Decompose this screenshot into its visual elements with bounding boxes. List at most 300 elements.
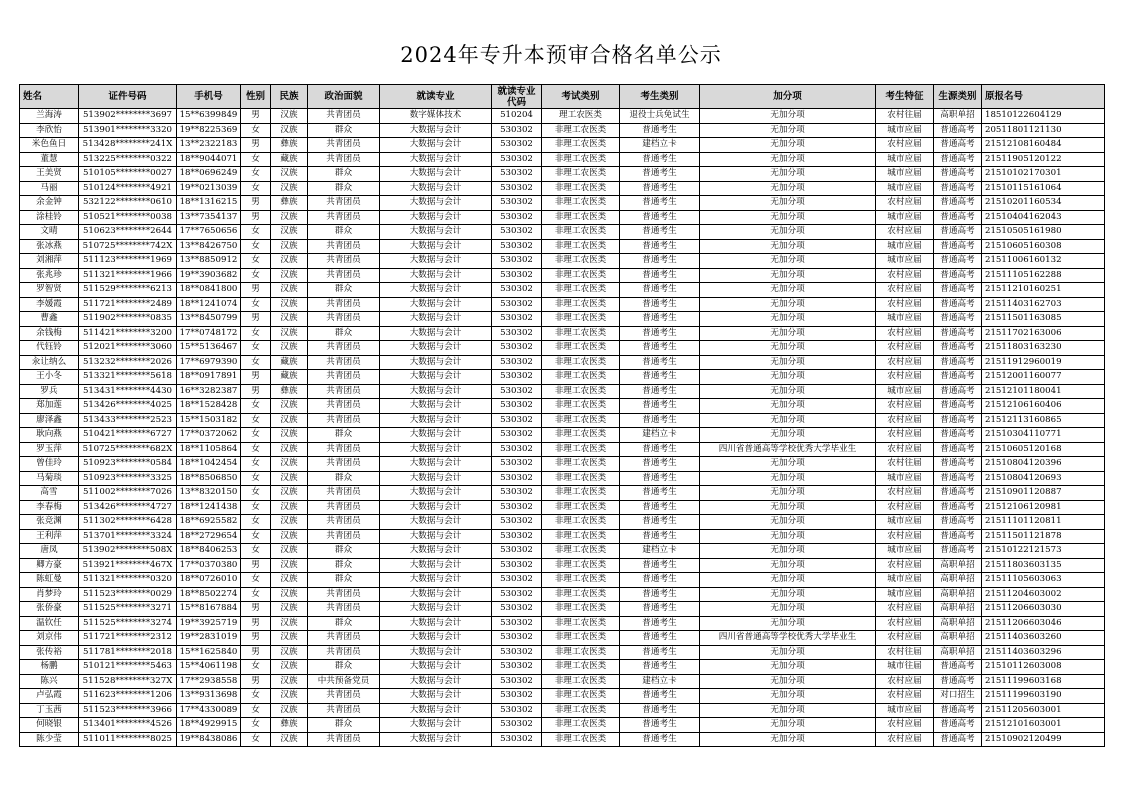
col-political-status-cell: 共青团员 xyxy=(308,341,380,356)
col-student-category-cell: 普通考生 xyxy=(620,573,700,588)
col-source-category-cell: 普通高考 xyxy=(934,138,982,153)
col-student-feature-cell: 农村应届 xyxy=(876,558,934,573)
col-political-status-cell: 共青团员 xyxy=(308,631,380,646)
col-major-code-cell: 530302 xyxy=(492,181,542,196)
col-id-number-cell: 513433********2523 xyxy=(79,413,177,428)
col-major-cell: 大数据与会计 xyxy=(380,239,492,254)
col-major-code-cell: 530302 xyxy=(492,123,542,138)
col-id-number-cell: 513426********4025 xyxy=(79,399,177,414)
col-major-code-cell: 530302 xyxy=(492,413,542,428)
col-student-category-cell: 普通考生 xyxy=(620,732,700,747)
table-row xyxy=(20,355,1105,370)
col-ethnicity-cell: 汉族 xyxy=(271,689,308,704)
col-ethnicity-cell: 彝族 xyxy=(271,196,308,211)
col-name-cell: 曹鑫 xyxy=(20,312,79,327)
col-exam-category-cell: 非理工农医类 xyxy=(542,616,620,631)
header-row xyxy=(20,85,1105,109)
col-name-cell: 卿方豪 xyxy=(20,558,79,573)
col-source-category-cell: 普通高考 xyxy=(934,181,982,196)
col-phone-cell: 19**3903682 xyxy=(177,268,241,283)
col-phone-cell: 17**4330089 xyxy=(177,703,241,718)
col-bonus-cell: 无加分项 xyxy=(700,413,876,428)
col-id-number-cell: 532122********0610 xyxy=(79,196,177,211)
col-ethnicity-cell: 汉族 xyxy=(271,558,308,573)
col-ethnicity-cell: 汉族 xyxy=(271,297,308,312)
table-row xyxy=(20,312,1105,327)
col-gender-cell: 女 xyxy=(241,471,271,486)
col-id-number-cell: 511321********0320 xyxy=(79,573,177,588)
col-major-code-cell: 530302 xyxy=(492,384,542,399)
col-student-feature-cell: 城市应届 xyxy=(876,573,934,588)
table-row xyxy=(20,254,1105,269)
col-source-category-cell: 普通高考 xyxy=(934,413,982,428)
col-political-status-cell: 共青团员 xyxy=(308,515,380,530)
col-phone-cell: 16**3282387 xyxy=(177,384,241,399)
col-major-code-cell: 530302 xyxy=(492,515,542,530)
col-student-feature-cell: 农村应届 xyxy=(876,602,934,617)
col-name-cell: 马菊琰 xyxy=(20,471,79,486)
col-phone-cell: 18**0917891 xyxy=(177,370,241,385)
col-student-category-cell: 普通考生 xyxy=(620,239,700,254)
col-registration-no-cell: 21511803603135 xyxy=(982,558,1105,573)
col-major-code-cell: 530302 xyxy=(492,529,542,544)
col-student-category-cell: 建档立卡 xyxy=(620,674,700,689)
col-major-cell: 大数据与会计 xyxy=(380,210,492,225)
col-name-cell: 何晓银 xyxy=(20,718,79,733)
col-gender-cell: 女 xyxy=(241,413,271,428)
col-gender-cell: 男 xyxy=(241,674,271,689)
col-major-code-cell: 530302 xyxy=(492,370,542,385)
col-major-cell: 大数据与会计 xyxy=(380,196,492,211)
col-student-category-cell: 普通考生 xyxy=(620,587,700,602)
col-source-category-cell: 普通高考 xyxy=(934,471,982,486)
col-bonus-cell: 无加分项 xyxy=(700,196,876,211)
col-major-code-cell: 530302 xyxy=(492,297,542,312)
col-student-feature-cell: 城市应届 xyxy=(876,181,934,196)
table-row xyxy=(20,210,1105,225)
col-registration-no-cell: 21511803163230 xyxy=(982,341,1105,356)
col-id-number-cell: 511721********2312 xyxy=(79,631,177,646)
col-bonus-cell: 无加分项 xyxy=(700,689,876,704)
col-gender-cell: 男 xyxy=(241,616,271,631)
col-student-feature-cell: 农村应届 xyxy=(876,399,934,414)
col-ethnicity-cell: 汉族 xyxy=(271,515,308,530)
table-row xyxy=(20,558,1105,573)
col-student-feature-cell: 农村往届 xyxy=(876,457,934,472)
col-exam-category-cell: 非理工农医类 xyxy=(542,529,620,544)
col-id-number-cell: 513902********3697 xyxy=(79,109,177,124)
col-name-cell: 董慧 xyxy=(20,152,79,167)
col-name-cell: 卢弘霞 xyxy=(20,689,79,704)
col-source-category-cell: 高职单招 xyxy=(934,109,982,124)
col-exam-category-cell: 非理工农医类 xyxy=(542,587,620,602)
col-name-cell: 刘湘萍 xyxy=(20,254,79,269)
table-row xyxy=(20,631,1105,646)
col-major-cell: 大数据与会计 xyxy=(380,703,492,718)
col-id-number-cell: 510923********3325 xyxy=(79,471,177,486)
col-id-number-cell: 511902********0835 xyxy=(79,312,177,327)
col-gender-cell: 女 xyxy=(241,428,271,443)
col-major-cell: 大数据与会计 xyxy=(380,544,492,559)
col-political-status-cell: 群众 xyxy=(308,326,380,341)
col-gender-header: 性别 xyxy=(241,85,271,109)
col-political-status-cell: 共青团员 xyxy=(308,254,380,269)
col-phone-cell: 19**8225369 xyxy=(177,123,241,138)
col-student-feature-cell: 农村应届 xyxy=(876,370,934,385)
col-gender-cell: 男 xyxy=(241,312,271,327)
col-major-cell: 大数据与会计 xyxy=(380,370,492,385)
col-student-category-cell: 退役士兵免试生 xyxy=(620,109,700,124)
col-student-category-cell: 建档立卡 xyxy=(620,428,700,443)
col-political-status-cell: 共青团员 xyxy=(308,732,380,747)
col-student-category-cell: 普通考生 xyxy=(620,181,700,196)
col-ethnicity-cell: 汉族 xyxy=(271,544,308,559)
col-major-cell: 大数据与会计 xyxy=(380,152,492,167)
table-row xyxy=(20,602,1105,617)
col-student-feature-cell: 城市应届 xyxy=(876,703,934,718)
col-name-cell: 汆让纳么 xyxy=(20,355,79,370)
col-phone-cell: 18**1528428 xyxy=(177,399,241,414)
col-student-category-cell: 普通考生 xyxy=(620,631,700,646)
col-phone-cell: 17**0372062 xyxy=(177,428,241,443)
col-major-code-cell: 530302 xyxy=(492,500,542,515)
col-major-code-cell: 530302 xyxy=(492,442,542,457)
col-major-code-cell: 530302 xyxy=(492,544,542,559)
col-id-number-cell: 511523********0029 xyxy=(79,587,177,602)
col-major-code-cell: 530302 xyxy=(492,457,542,472)
col-source-category-cell: 普通高考 xyxy=(934,457,982,472)
col-gender-cell: 女 xyxy=(241,660,271,675)
col-exam-category-cell: 非理工农医类 xyxy=(542,515,620,530)
col-source-category-header: 生源类别 xyxy=(934,85,982,109)
table-row xyxy=(20,660,1105,675)
col-student-category-cell: 普通考生 xyxy=(620,616,700,631)
col-ethnicity-cell: 汉族 xyxy=(271,283,308,298)
col-student-category-cell: 普通考生 xyxy=(620,457,700,472)
col-gender-cell: 女 xyxy=(241,326,271,341)
col-source-category-cell: 高职单招 xyxy=(934,631,982,646)
col-name-cell: 涂桂铃 xyxy=(20,210,79,225)
col-bonus-cell: 无加分项 xyxy=(700,486,876,501)
col-name-cell: 张侨豪 xyxy=(20,602,79,617)
col-gender-cell: 男 xyxy=(241,109,271,124)
col-registration-no-cell: 21511205603001 xyxy=(982,703,1105,718)
col-source-category-cell: 普通高考 xyxy=(934,123,982,138)
col-major-cell: 大数据与会计 xyxy=(380,587,492,602)
col-major-cell: 大数据与会计 xyxy=(380,573,492,588)
col-id-number-cell: 511302********6428 xyxy=(79,515,177,530)
col-student-feature-cell: 城市应届 xyxy=(876,123,934,138)
col-student-category-cell: 普通考生 xyxy=(620,471,700,486)
col-name-cell: 刘京伟 xyxy=(20,631,79,646)
col-major-code-cell: 530302 xyxy=(492,703,542,718)
col-source-category-cell: 普通高考 xyxy=(934,399,982,414)
col-id-number-cell: 511525********3274 xyxy=(79,616,177,631)
col-id-number-cell: 511523********3966 xyxy=(79,703,177,718)
col-student-feature-cell: 城市应届 xyxy=(876,471,934,486)
col-registration-no-cell: 21511501121878 xyxy=(982,529,1105,544)
col-major-cell: 大数据与会计 xyxy=(380,355,492,370)
col-major-code-cell: 530302 xyxy=(492,355,542,370)
col-major-code-cell: 530302 xyxy=(492,167,542,182)
col-major-cell: 数字媒体技术 xyxy=(380,109,492,124)
col-gender-cell: 女 xyxy=(241,703,271,718)
col-exam-category-cell: 非理工农医类 xyxy=(542,399,620,414)
table-row xyxy=(20,196,1105,211)
col-bonus-cell: 无加分项 xyxy=(700,399,876,414)
table-row xyxy=(20,326,1105,341)
col-registration-no-header: 原报名号 xyxy=(982,85,1105,109)
col-registration-no-cell: 21511702163006 xyxy=(982,326,1105,341)
col-id-number-cell: 510725********682X xyxy=(79,442,177,457)
col-bonus-cell: 无加分项 xyxy=(700,544,876,559)
col-registration-no-cell: 21510804120396 xyxy=(982,457,1105,472)
table-row xyxy=(20,413,1105,428)
col-name-cell: 杨鹏 xyxy=(20,660,79,675)
col-ethnicity-cell: 汉族 xyxy=(271,631,308,646)
col-phone-cell: 18**8506850 xyxy=(177,471,241,486)
col-source-category-cell: 普通高考 xyxy=(934,660,982,675)
col-bonus-cell: 无加分项 xyxy=(700,573,876,588)
col-student-category-cell: 普通考生 xyxy=(620,660,700,675)
col-ethnicity-header: 民族 xyxy=(271,85,308,109)
col-student-category-cell: 普通考生 xyxy=(620,312,700,327)
col-major-code-cell: 530302 xyxy=(492,660,542,675)
col-student-category-cell: 建档立卡 xyxy=(620,138,700,153)
col-exam-category-cell: 非理工农医类 xyxy=(542,297,620,312)
col-gender-cell: 女 xyxy=(241,297,271,312)
col-bonus-cell: 无加分项 xyxy=(700,558,876,573)
col-gender-cell: 男 xyxy=(241,196,271,211)
col-registration-no-cell: 21510112603008 xyxy=(982,660,1105,675)
col-phone-cell: 15**1625840 xyxy=(177,645,241,660)
col-ethnicity-cell: 藏族 xyxy=(271,370,308,385)
col-ethnicity-cell: 汉族 xyxy=(271,616,308,631)
col-name-cell: 耿向燕 xyxy=(20,428,79,443)
col-registration-no-cell: 21511105603063 xyxy=(982,573,1105,588)
col-gender-cell: 男 xyxy=(241,631,271,646)
col-registration-no-cell: 21511905120122 xyxy=(982,152,1105,167)
col-registration-no-cell: 21511206603030 xyxy=(982,602,1105,617)
col-major-cell: 大数据与会计 xyxy=(380,471,492,486)
col-id-number-cell: 513225********0322 xyxy=(79,152,177,167)
col-id-number-cell: 510121********5463 xyxy=(79,660,177,675)
col-major-code-cell: 530302 xyxy=(492,616,542,631)
col-bonus-cell: 无加分项 xyxy=(700,500,876,515)
col-source-category-cell: 普通高考 xyxy=(934,732,982,747)
col-political-status-cell: 共青团员 xyxy=(308,138,380,153)
col-major-code-cell: 530302 xyxy=(492,689,542,704)
col-exam-category-cell: 非理工农医类 xyxy=(542,152,620,167)
col-registration-no-cell: 21511912960019 xyxy=(982,355,1105,370)
col-ethnicity-cell: 彝族 xyxy=(271,138,308,153)
col-registration-no-cell: 21511403603260 xyxy=(982,631,1105,646)
col-major-code-cell: 530302 xyxy=(492,573,542,588)
col-exam-category-cell: 非理工农医类 xyxy=(542,225,620,240)
col-student-feature-cell: 农村往届 xyxy=(876,645,934,660)
col-id-number-cell: 513701********3324 xyxy=(79,529,177,544)
col-major-code-header: 就读专业代码 xyxy=(492,85,542,109)
col-student-feature-cell: 农村应届 xyxy=(876,428,934,443)
col-exam-category-cell: 非理工农医类 xyxy=(542,674,620,689)
col-name-cell: 米色鱼日 xyxy=(20,138,79,153)
col-ethnicity-cell: 汉族 xyxy=(271,239,308,254)
col-id-number-cell: 511123********1969 xyxy=(79,254,177,269)
col-gender-cell: 女 xyxy=(241,152,271,167)
col-major-code-cell: 530302 xyxy=(492,254,542,269)
col-ethnicity-cell: 汉族 xyxy=(271,268,308,283)
col-student-feature-cell: 城市应届 xyxy=(876,515,934,530)
col-political-status-cell: 群众 xyxy=(308,558,380,573)
col-student-category-cell: 普通考生 xyxy=(620,645,700,660)
table-row xyxy=(20,283,1105,298)
col-source-category-cell: 普通高考 xyxy=(934,718,982,733)
col-major-code-cell: 530302 xyxy=(492,428,542,443)
col-student-feature-cell: 城市应届 xyxy=(876,587,934,602)
col-exam-category-cell: 非理工农医类 xyxy=(542,239,620,254)
col-student-category-cell: 普通考生 xyxy=(620,254,700,269)
col-student-category-cell: 普通考生 xyxy=(620,152,700,167)
col-major-cell: 大数据与会计 xyxy=(380,689,492,704)
col-name-cell: 余金钟 xyxy=(20,196,79,211)
col-id-number-cell: 513401********4526 xyxy=(79,718,177,733)
table-row xyxy=(20,399,1105,414)
col-bonus-cell: 四川省普通高等学校优秀大学毕业生 xyxy=(700,631,876,646)
col-ethnicity-cell: 汉族 xyxy=(271,181,308,196)
col-political-status-cell: 共青团员 xyxy=(308,210,380,225)
col-major-cell: 大数据与会计 xyxy=(380,674,492,689)
col-gender-cell: 女 xyxy=(241,587,271,602)
col-exam-category-cell: 非理工农医类 xyxy=(542,413,620,428)
col-source-category-cell: 普通高考 xyxy=(934,370,982,385)
col-phone-cell: 18**1316215 xyxy=(177,196,241,211)
col-ethnicity-cell: 汉族 xyxy=(271,660,308,675)
col-phone-cell: 18**6925582 xyxy=(177,515,241,530)
col-gender-cell: 男 xyxy=(241,558,271,573)
col-bonus-cell: 无加分项 xyxy=(700,602,876,617)
col-student-feature-cell: 农村应届 xyxy=(876,225,934,240)
col-student-category-cell: 普通考生 xyxy=(620,689,700,704)
col-political-status-cell: 共青团员 xyxy=(308,196,380,211)
col-ethnicity-cell: 汉族 xyxy=(271,312,308,327)
col-registration-no-cell: 21510102170301 xyxy=(982,167,1105,182)
col-student-category-cell: 普通考生 xyxy=(620,123,700,138)
col-id-number-cell: 511002********7026 xyxy=(79,486,177,501)
col-student-category-cell: 普通考生 xyxy=(620,384,700,399)
col-student-feature-cell: 农村应届 xyxy=(876,486,934,501)
col-registration-no-cell: 21510605160308 xyxy=(982,239,1105,254)
col-id-number-cell: 511623********1206 xyxy=(79,689,177,704)
table-header xyxy=(20,85,1105,109)
table-row xyxy=(20,616,1105,631)
col-political-status-cell: 共青团员 xyxy=(308,587,380,602)
col-registration-no-cell: 18510122604129 xyxy=(982,109,1105,124)
col-name-cell: 温钦任 xyxy=(20,616,79,631)
col-major-cell: 大数据与会计 xyxy=(380,732,492,747)
col-name-cell: 郑加莲 xyxy=(20,399,79,414)
col-registration-no-cell: 21510505161980 xyxy=(982,225,1105,240)
col-political-status-cell: 共青团员 xyxy=(308,370,380,385)
col-name-cell: 张冰燕 xyxy=(20,239,79,254)
col-phone-cell: 18**0841800 xyxy=(177,283,241,298)
col-student-feature-cell: 城市应届 xyxy=(876,210,934,225)
table-row xyxy=(20,718,1105,733)
col-major-header: 就读专业 xyxy=(380,85,492,109)
table-row xyxy=(20,471,1105,486)
col-major-cell: 大数据与会计 xyxy=(380,442,492,457)
col-phone-cell: 15**1503182 xyxy=(177,413,241,428)
col-political-status-cell: 共青团员 xyxy=(308,486,380,501)
col-political-status-cell: 共青团员 xyxy=(308,399,380,414)
col-political-status-cell: 群众 xyxy=(308,616,380,631)
col-exam-category-cell: 非理工农医类 xyxy=(542,326,620,341)
table-row xyxy=(20,689,1105,704)
col-registration-no-cell: 21512001160077 xyxy=(982,370,1105,385)
col-political-status-header: 政治面貌 xyxy=(308,85,380,109)
col-id-number-cell: 513428********241X xyxy=(79,138,177,153)
col-registration-no-cell: 21511199603190 xyxy=(982,689,1105,704)
col-gender-cell: 女 xyxy=(241,500,271,515)
col-student-feature-cell: 农村应届 xyxy=(876,413,934,428)
col-name-cell: 王小冬 xyxy=(20,370,79,385)
col-major-cell: 大数据与会计 xyxy=(380,123,492,138)
col-bonus-cell: 无加分项 xyxy=(700,428,876,443)
col-source-category-cell: 高职单招 xyxy=(934,602,982,617)
col-student-category-cell: 普通考生 xyxy=(620,500,700,515)
col-major-code-cell: 530302 xyxy=(492,602,542,617)
col-gender-cell: 女 xyxy=(241,254,271,269)
col-name-cell: 王美贤 xyxy=(20,167,79,182)
col-ethnicity-cell: 彝族 xyxy=(271,384,308,399)
col-registration-no-cell: 21512101180041 xyxy=(982,384,1105,399)
col-registration-no-cell: 21512106120981 xyxy=(982,500,1105,515)
col-source-category-cell: 普通高考 xyxy=(934,355,982,370)
col-phone-cell: 18**2729654 xyxy=(177,529,241,544)
col-student-category-cell: 普通考生 xyxy=(620,602,700,617)
col-political-status-cell: 共青团员 xyxy=(308,312,380,327)
col-ethnicity-cell: 汉族 xyxy=(271,225,308,240)
col-exam-category-cell: 非理工农医类 xyxy=(542,283,620,298)
col-major-cell: 大数据与会计 xyxy=(380,602,492,617)
col-student-category-cell: 普通考生 xyxy=(620,355,700,370)
col-id-number-cell: 511321********1966 xyxy=(79,268,177,283)
col-ethnicity-cell: 汉族 xyxy=(271,442,308,457)
col-political-status-cell: 共青团员 xyxy=(308,297,380,312)
col-exam-category-cell: 非理工农医类 xyxy=(542,138,620,153)
col-major-cell: 大数据与会计 xyxy=(380,181,492,196)
table-row xyxy=(20,341,1105,356)
col-bonus-cell: 无加分项 xyxy=(700,457,876,472)
col-id-number-cell: 510623********2644 xyxy=(79,225,177,240)
col-name-cell: 文晴 xyxy=(20,225,79,240)
col-gender-cell: 女 xyxy=(241,268,271,283)
col-political-status-cell: 共青团员 xyxy=(308,268,380,283)
col-major-cell: 大数据与会计 xyxy=(380,326,492,341)
col-major-code-cell: 530302 xyxy=(492,326,542,341)
col-source-category-cell: 普通高考 xyxy=(934,196,982,211)
col-phone-cell: 18**1105864 xyxy=(177,442,241,457)
col-bonus-cell: 无加分项 xyxy=(700,341,876,356)
col-gender-cell: 女 xyxy=(241,341,271,356)
col-exam-category-cell: 非理工农医类 xyxy=(542,500,620,515)
table-row xyxy=(20,268,1105,283)
col-political-status-cell: 群众 xyxy=(308,573,380,588)
col-id-number-cell: 510124********4921 xyxy=(79,181,177,196)
col-ethnicity-cell: 汉族 xyxy=(271,471,308,486)
col-student-category-cell: 普通考生 xyxy=(620,283,700,298)
col-gender-cell: 女 xyxy=(241,225,271,240)
col-source-category-cell: 普通高考 xyxy=(934,225,982,240)
